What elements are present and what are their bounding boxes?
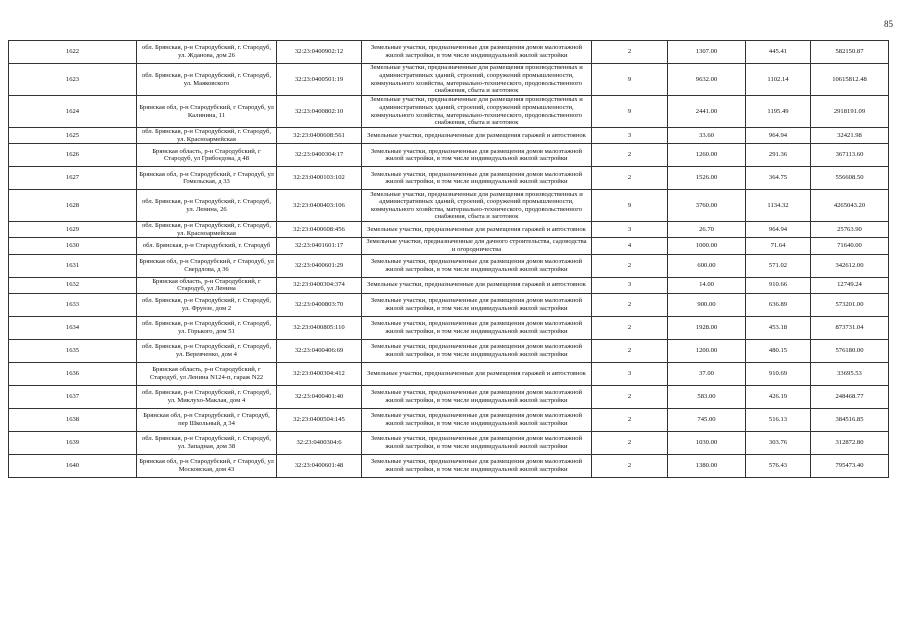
cadastral-value-cell: 384516.85	[811, 408, 889, 431]
cadastral-number-cell: 32:23:0400401:40	[277, 385, 362, 408]
page-number: 85	[884, 19, 893, 29]
use-code-cell: 2	[592, 41, 668, 64]
address-cell: обл. Брянская, р-н Стародубский, г. Стародуб, ул. Ленина, 26	[137, 190, 277, 222]
use-code-cell: 4	[592, 238, 668, 254]
table-row	[9, 64, 889, 96]
specific-value-cell: 964.94	[746, 222, 811, 238]
specific-value-cell: 303.76	[746, 431, 811, 454]
cadastral-value-cell: 4265043.20	[811, 190, 889, 222]
area-cell: 1000.00	[668, 238, 746, 254]
address-cell: обл. Брянская, р-н Стародубский, г. Стародуб, ул. Фрунзе, дом 2	[137, 293, 277, 316]
area-cell: 1030.00	[668, 431, 746, 454]
row-number: 1639	[9, 431, 137, 454]
cadastral-number-cell: 32:23:0400406:69	[277, 339, 362, 362]
table-row	[9, 293, 889, 316]
cadastral-number-cell: 32:23:0400805:110	[277, 316, 362, 339]
address-cell: обл. Брянская, р-н Стародубский, г. Стародуб, ул. Горького, дом 51	[137, 316, 277, 339]
cadastral-number-cell: 32:23:0400304:374	[277, 277, 362, 293]
cadastral-number-cell: 32:23:0400608:456	[277, 222, 362, 238]
area-cell: 9632.00	[668, 64, 746, 96]
table-row	[9, 96, 889, 128]
area-cell: 37.00	[668, 362, 746, 385]
area-cell: 1260.00	[668, 144, 746, 167]
address-cell: Брянская обл, р-н Стародубский, г Стародуб, ул Московская, дом 43	[137, 454, 277, 477]
specific-value-cell: 480.15	[746, 339, 811, 362]
area-cell: 1526.00	[668, 167, 746, 190]
table-row	[9, 222, 889, 238]
land-use-cell: Земельные участки, предназначенные для размещения домов малоэтажной жилой застройки, в том числе индивидуальной жилой застройки	[362, 431, 592, 454]
table-row	[9, 316, 889, 339]
specific-value-cell: 571.02	[746, 254, 811, 277]
area-cell: 1380.00	[668, 454, 746, 477]
use-code-cell: 2	[592, 144, 668, 167]
area-cell: 745.00	[668, 408, 746, 431]
land-use-cell: Земельные участки, предназначенные для размещения домов малоэтажной жилой застройки, в том числе индивидуальной жилой застройки	[362, 293, 592, 316]
row-number: 1637	[9, 385, 137, 408]
land-use-cell: Земельные участки, предназначенные для размещения домов малоэтажной жилой застройки, в том числе индивидуальной жилой застройки	[362, 254, 592, 277]
row-number: 1623	[9, 64, 137, 96]
row-number: 1631	[9, 254, 137, 277]
area-cell: 3760.00	[668, 190, 746, 222]
cadastral-value-cell: 573201.00	[811, 293, 889, 316]
row-number: 1635	[9, 339, 137, 362]
cadastral-value-cell: 25763.90	[811, 222, 889, 238]
table-row	[9, 167, 889, 190]
address-cell: обл. Брянская, р-н Стародубский, г. Стародуб	[137, 238, 277, 254]
land-use-cell: Земельные участки, предназначенные для размещения домов малоэтажной жилой застройки, в том числе индивидуальной жилой застройки	[362, 385, 592, 408]
address-cell: обл. Брянская, р-н Стародубский, г. Стародуб, ул. Красноармейская	[137, 128, 277, 144]
cadastral-number-cell: 32:23:0400501:19	[277, 64, 362, 96]
use-code-cell: 2	[592, 167, 668, 190]
land-use-cell: Земельные участки, предназначенные для размещения домов малоэтажной жилой застройки, в том числе индивидуальной жилой застройки	[362, 167, 592, 190]
specific-value-cell: 453.18	[746, 316, 811, 339]
cadastral-value-cell: 248468.77	[811, 385, 889, 408]
specific-value-cell: 964.94	[746, 128, 811, 144]
specific-value-cell: 1195.49	[746, 96, 811, 128]
cadastral-number-cell: 32:23:0400304:17	[277, 144, 362, 167]
row-number: 1633	[9, 293, 137, 316]
specific-value-cell: 910.69	[746, 362, 811, 385]
address-cell: Брянская область, р-н Стародубский, г Стародуб, ул Ленина	[137, 277, 277, 293]
address-cell: Брянская область, р-н Стародубский, г Стародуб, ул Грибоедова, д 48	[137, 144, 277, 167]
land-use-cell: Земельные участки, предназначенные для размещения производственных и административных зданий, строений, сооружений промышленности, коммунального хозяйства, материально-технического, продовольственного снабжения, сбыта и заготовок	[362, 190, 592, 222]
use-code-cell: 3	[592, 128, 668, 144]
table-row	[9, 431, 889, 454]
land-use-cell: Земельные участки, предназначенные для размещения производственных и административных зданий, строений, сооружений промышленности, коммунального хозяйства, материально-технического, продовольственного снабжения, сбыта и заготовок	[362, 96, 592, 128]
use-code-cell: 2	[592, 408, 668, 431]
specific-value-cell: 516.13	[746, 408, 811, 431]
cadastral-number-cell: 32:23:0400902:12	[277, 41, 362, 64]
cadastral-value-cell: 342612.00	[811, 254, 889, 277]
land-use-cell: Земельные участки, предназначенные для размещения домов малоэтажной жилой застройки, в том числе индивидуальной жилой застройки	[362, 144, 592, 167]
row-number: 1629	[9, 222, 137, 238]
specific-value-cell: 71.64	[746, 238, 811, 254]
cadastral-number-cell: 32:23:0400608:561	[277, 128, 362, 144]
area-cell: 2441.00	[668, 96, 746, 128]
cadastral-number-cell: 32:23:0400803:70	[277, 293, 362, 316]
cadastral-value-cell: 312872.80	[811, 431, 889, 454]
cadastral-value-cell: 556608.50	[811, 167, 889, 190]
cadastral-number-cell: 32:23:0400103:102	[277, 167, 362, 190]
table-row	[9, 41, 889, 64]
land-use-cell: Земельные участки, предназначенные для размещения производственных и административных зданий, строений, сооружений промышленности, коммунального хозяйства, материально-технического, продовольственного снабжения, сбыта и заготовок	[362, 64, 592, 96]
use-code-cell: 2	[592, 454, 668, 477]
specific-value-cell: 636.89	[746, 293, 811, 316]
table-row	[9, 362, 889, 385]
row-number: 1625	[9, 128, 137, 144]
specific-value-cell: 1134.32	[746, 190, 811, 222]
land-use-cell: Земельные участки, предназначенные для размещения домов малоэтажной жилой застройки, в том числе индивидуальной жилой застройки	[362, 408, 592, 431]
area-cell: 900.00	[668, 293, 746, 316]
land-use-cell: Земельные участки, предназначенные для размещения гаражей и автостоянок	[362, 222, 592, 238]
area-cell: 14.00	[668, 277, 746, 293]
table-row	[9, 277, 889, 293]
address-cell: Брянская обл, р-н Стародубский, г Стародуб, ул Калинина, 11	[137, 96, 277, 128]
table-row	[9, 190, 889, 222]
cadastral-number-cell: 32:23:0400601:29	[277, 254, 362, 277]
specific-value-cell: 1102.14	[746, 64, 811, 96]
area-cell: 33.60	[668, 128, 746, 144]
cadastral-value-cell: 2918191.09	[811, 96, 889, 128]
table-row	[9, 128, 889, 144]
area-cell: 1307.00	[668, 41, 746, 64]
table-row	[9, 254, 889, 277]
cadastral-value-cell: 12749.24	[811, 277, 889, 293]
use-code-cell: 9	[592, 96, 668, 128]
row-number: 1632	[9, 277, 137, 293]
specific-value-cell: 364.75	[746, 167, 811, 190]
row-number: 1640	[9, 454, 137, 477]
use-code-cell: 2	[592, 293, 668, 316]
cadastral-value-cell: 873731.04	[811, 316, 889, 339]
cadastral-value-cell: 367113.60	[811, 144, 889, 167]
land-use-cell: Земельные участки, предназначенные для дачного строительства, садоводства и огородничества	[362, 238, 592, 254]
specific-value-cell: 426.19	[746, 385, 811, 408]
row-number: 1634	[9, 316, 137, 339]
cadastral-value-cell: 33695.53	[811, 362, 889, 385]
area-cell: 26.70	[668, 222, 746, 238]
cadastral-value-cell: 10615812.48	[811, 64, 889, 96]
land-use-cell: Земельные участки, предназначенные для размещения гаражей и автостоянок	[362, 277, 592, 293]
table-row	[9, 385, 889, 408]
cadastral-number-cell: 32:23:0400304:6	[277, 431, 362, 454]
table-row	[9, 238, 889, 254]
address-cell: обл. Брянская, р-н Стародубский, г. Стародуб, ул. Веревченко, дом 4	[137, 339, 277, 362]
table-row	[9, 408, 889, 431]
cadastral-value-cell: 576180.00	[811, 339, 889, 362]
row-number: 1628	[9, 190, 137, 222]
use-code-cell: 9	[592, 190, 668, 222]
cadastral-number-cell: 32:23:0401601:17	[277, 238, 362, 254]
use-code-cell: 2	[592, 254, 668, 277]
address-cell: Брянская обл, р-н Стародубский, г Стародуб, ул Гомельская, д 33	[137, 167, 277, 190]
area-cell: 600.00	[668, 254, 746, 277]
address-cell: обл. Брянская, р-н Стародубский, г. Стародуб, ул. Жданова, дом 26	[137, 41, 277, 64]
row-number: 1636	[9, 362, 137, 385]
cadastral-value-cell: 582150.87	[811, 41, 889, 64]
use-code-cell: 2	[592, 339, 668, 362]
row-number: 1638	[9, 408, 137, 431]
specific-value-cell: 291.36	[746, 144, 811, 167]
use-code-cell: 2	[592, 431, 668, 454]
specific-value-cell: 910.66	[746, 277, 811, 293]
address-cell: Брянская обл, р-н Стародубский, г Стародуб, пер Школьный, д 34	[137, 408, 277, 431]
cadastral-number-cell: 32:23:0400403:106	[277, 190, 362, 222]
cadastral-value-cell: 32421.98	[811, 128, 889, 144]
row-number: 1630	[9, 238, 137, 254]
use-code-cell: 3	[592, 277, 668, 293]
land-use-cell: Земельные участки, предназначенные для размещения домов малоэтажной жилой застройки, в том числе индивидуальной жилой застройки	[362, 339, 592, 362]
cadastral-number-cell: 32:23:0400504:145	[277, 408, 362, 431]
land-use-cell: Земельные участки, предназначенные для размещения гаражей и автостоянок	[362, 362, 592, 385]
table-row	[9, 144, 889, 167]
land-plot-table	[8, 40, 889, 478]
table-row	[9, 339, 889, 362]
row-number: 1627	[9, 167, 137, 190]
address-cell: Брянская обл, р-н Стародубский, г Стародуб, ул Свердлова, д 36	[137, 254, 277, 277]
address-cell: обл. Брянская, р-н Стародубский, г. Стародуб, ул. Красноармейская	[137, 222, 277, 238]
specific-value-cell: 576.43	[746, 454, 811, 477]
specific-value-cell: 445.41	[746, 41, 811, 64]
land-use-cell: Земельные участки, предназначенные для размещения домов малоэтажной жилой застройки, в том числе индивидуальной жилой застройки	[362, 316, 592, 339]
cadastral-number-cell: 32:23:0400304:412	[277, 362, 362, 385]
address-cell: обл. Брянская, р-н Стародубский, г. Стародуб, ул. Миклухо-Маклая, дом 4	[137, 385, 277, 408]
address-cell: Брянская область, р-н Стародубский, г Стародуб, ул Ленина N124-п, гараж N22	[137, 362, 277, 385]
cadastral-value-cell: 795473.40	[811, 454, 889, 477]
row-number: 1626	[9, 144, 137, 167]
cadastral-number-cell: 32:23:0400601:48	[277, 454, 362, 477]
table-body	[9, 41, 889, 478]
land-use-cell: Земельные участки, предназначенные для размещения домов малоэтажной жилой застройки, в том числе индивидуальной жилой застройки	[362, 454, 592, 477]
address-cell: обл. Брянская, р-н Стародубский, г. Стародуб, ул. Маяковского	[137, 64, 277, 96]
area-cell: 1200.00	[668, 339, 746, 362]
row-number: 1624	[9, 96, 137, 128]
use-code-cell: 2	[592, 385, 668, 408]
address-cell: обл. Брянская, р-н Стародубский, г. Стародуб, ул. Западная, дом 38	[137, 431, 277, 454]
use-code-cell: 3	[592, 362, 668, 385]
use-code-cell: 3	[592, 222, 668, 238]
row-number: 1622	[9, 41, 137, 64]
land-use-cell: Земельные участки, предназначенные для размещения домов малоэтажной жилой застройки, в том числе индивидуальной жилой застройки	[362, 41, 592, 64]
cadastral-number-cell: 32:23:0400802:10	[277, 96, 362, 128]
area-cell: 583.00	[668, 385, 746, 408]
use-code-cell: 2	[592, 316, 668, 339]
use-code-cell: 9	[592, 64, 668, 96]
land-use-cell: Земельные участки, предназначенные для размещения гаражей и автостоянок	[362, 128, 592, 144]
cadastral-value-cell: 71640.00	[811, 238, 889, 254]
area-cell: 1928.00	[668, 316, 746, 339]
table-row	[9, 454, 889, 477]
